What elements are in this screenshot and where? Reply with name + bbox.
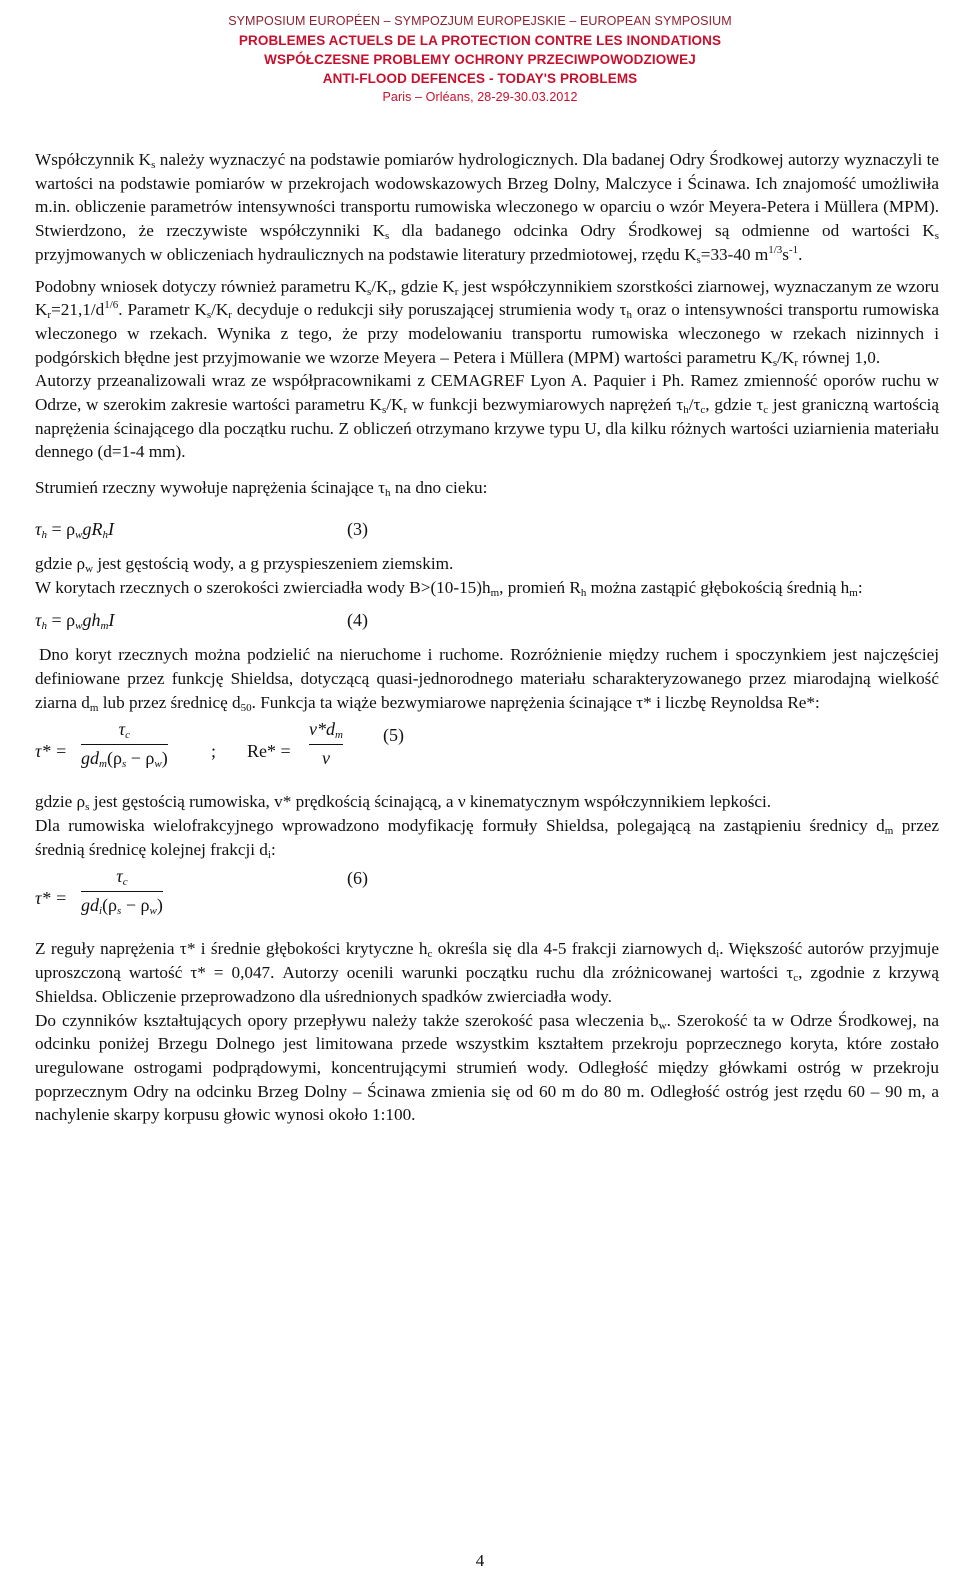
equation-5-separator: ; xyxy=(211,741,217,762)
equation-4-formula: $\tau_h = \rho_wgh_mI$ xyxy=(35,610,115,633)
paragraph-10: Z reguły naprężenia τ* i średnie głębokości krytyczne $h_c$ określa się dla 4-5 frakcji ziarnowych $d_i$. Większość autorów przyjmuje uproszczoną wartość τ* = 0,047. Autorzy ocenili warunki początku ruchu dla zróżnicowanej wartości $\tau_c$, zgodnie z krzywą Shieldsa. Obliczenie przeprowadzono dla uśrednionych spadków zwierciadła wody. xyxy=(35,939,940,1006)
banner-line-3: WSPÓŁCZESNE PROBLEMY OCHRONY PRZECIWPOWODZIOWEJ xyxy=(264,52,696,67)
banner-line-4: ANTI-FLOOD DEFENCES - TODAY'S PROBLEMS xyxy=(322,71,638,86)
equation-3 xyxy=(35,510,939,546)
page-body xyxy=(35,148,939,1127)
equation-5-re-lhs: Re* = xyxy=(247,741,291,762)
paragraph-11: Do czynników kształtujących opory przepływu należy także szerokość pasa wleczenia $b_w$. Szerokość ta w Odrze Środkowej, na odcinku poniżej Brzegu Dolnego jest limitowana przede wszystkim kształtem przekroju poprzecznego koryta, które zostało uregulowane ostrogami podprądowymi, koncentrującymi strumień wody. Odległość między główkami ostróg w przekroju poprzecznym Odry na odcinku Brzeg Dolny – Ścinawa zmienia się od 60 m do 80 m. Odległość ostróg jest rzędu 60 – 90 m, a nachylenie skarpy korpusu głowic wynosi około 1:100. xyxy=(35,1010,940,1125)
equation-5-re-fraction: $\frac{v*d_m}{\nu}$ xyxy=(309,719,343,769)
equation-6 xyxy=(35,865,939,935)
equation-4-number: (4) xyxy=(347,610,368,631)
paragraph-1: Współczynnik $K_s$ należy wyznaczyć na podstawie pomiarów hydrologicznych. Dla badanej Odry Środkowej autorzy wyznaczyli te wartości na podstawie pomiarów w przekrojach wodowskazowych Brzeg Dolny, Malczyce i Ścinawa. Ich znajomość umożliwiła m.in. obliczenie parametrów intensywności transportu rumowiska wleczonego w oparciu o wzór Meyera-Petera i Müllera (MPM). Stwierdzono, że rzeczywiste współczynniki $K_s$ dla badanego odcinka Odry Środkowej są odmienne od wartości $K_s$ przyjmowanych w obliczeniach hydraulicznych na podstawie literatury przedmiotowej, rzędu $K_s=33-40$ $m^{1/3}s^{-1}$. xyxy=(35,150,940,266)
equation-5-number: (5) xyxy=(383,725,404,746)
symposium-banner xyxy=(0,0,960,112)
paragraph-8: gdzie $\rho_s$ jest gęstością rumowiska, v* prędkością ścinającą, a ν kinematycznym współczynnikiem lepkości. xyxy=(35,792,772,814)
paragraph-9: Dla rumowiska wielofrakcyjnego wprowadzono modyfikację formuły Shieldsa, polegającą na zastąpieniu średnicy $d_m$ przez średnią średnicę kolejnej frakcji $d_i$: xyxy=(35,816,939,861)
equation-6-lhs: τ* = xyxy=(35,888,68,909)
paragraph-4: Strumień rzeczny wywołuje naprężenia ścinające $\tau_h$ na dno cieku: xyxy=(35,478,488,500)
equation-3-formula: $\tau_h = \rho_wgR_hI$ xyxy=(35,518,114,541)
paragraph-5: gdzie $\rho_w$ jest gęstością wody, a g przyspieszeniem ziemskim. xyxy=(35,553,454,575)
equation-5 xyxy=(35,718,939,788)
equation-5-lhs: τ* = xyxy=(35,741,68,762)
paragraph-7: Dno koryt rzecznych można podzielić na nieruchome i ruchome. Rozróżnienie między ruchem i spoczynkiem jest najczęściej definiowane przez funkcję Shieldsa, dotyczącą quasi-jednorodnego materiału scharakteryzowanego przez miarodajną wielkość ziarna $d_m$ lub przez średnicę $d_{50}$. Funkcja ta wiąże bezwymiarowe naprężenia ścinające τ* i liczbę Reynoldsa Re*: xyxy=(35,645,939,714)
equation-4 xyxy=(35,601,939,637)
banner-line-5: Paris – Orléans, 28-29-30.03.2012 xyxy=(382,90,578,104)
page-number: 4 xyxy=(475,1551,485,1570)
equation-3-number: (3) xyxy=(347,518,368,539)
equation-6-number: (6) xyxy=(347,868,368,889)
paragraph-6: W korytach rzecznych o szerokości zwierciadła wody $B>(10-15)h_m$, promień $R_h$ można zastąpić głębokością średnią $h_m$: xyxy=(35,577,863,599)
banner-line-2: PROBLEMES ACTUELS DE LA PROTECTION CONTRE LES INONDATIONS xyxy=(238,33,722,48)
paragraph-3: Autorzy przeanalizowali wraz ze współpracownikami z CEMAGREF Lyon A. Paquier i Ph. Ramez zmienność oporów ruchu w Odrze, w szerokim zakresie wartości parametru $K_s/K_r$ w funkcji bezwymiarowych naprężeń $\tau_h/\tau_c$, gdzie $\tau_c$ jest graniczną wartością naprężenia ścinającego dla początku ruchu. Z obliczeń otrzymano krzywe typu U, dla kilku różnych wartości uziarnienia materiału dennego (d=1-4 mm). xyxy=(35,371,940,462)
equation-5-fraction: $\tau_c$ $gd_m(\rho_s - \rho_w)$ xyxy=(81,719,168,771)
paragraph-2: Podobny wniosek dotyczy również parametru $K_s/K_r$, gdzie $K_r$ jest współczynnikiem szorstkości ziarnowej, wyznaczanym ze wzoru $K_r=21,1/d^{1/6}$. Parametr $K_s/K_r$ decyduje o redukcji siły poruszającej strumienia wody $\tau_h$ oraz o intensywności transportu rumowiska wleczonego w rzekach. Wynika z tego, że przy modelowaniu transportu rumowiska wleczonego w rzekach nizinnych i podgórskich błędne jest przyjmowanie we wzorze Meyera – Petera i Müllera (MPM) wartości parametru $K_s/K_r$ równej 1,0. xyxy=(35,276,939,369)
equation-6-fraction: $\tau_c$ $gd_i(\rho_s - \rho_w)$ xyxy=(81,866,163,918)
banner-line-1: SYMPOSIUM EUROPÉEN – SYMPOZJUM EUROPEJSKIE – EUROPEAN SYMPOSIUM xyxy=(228,14,732,28)
